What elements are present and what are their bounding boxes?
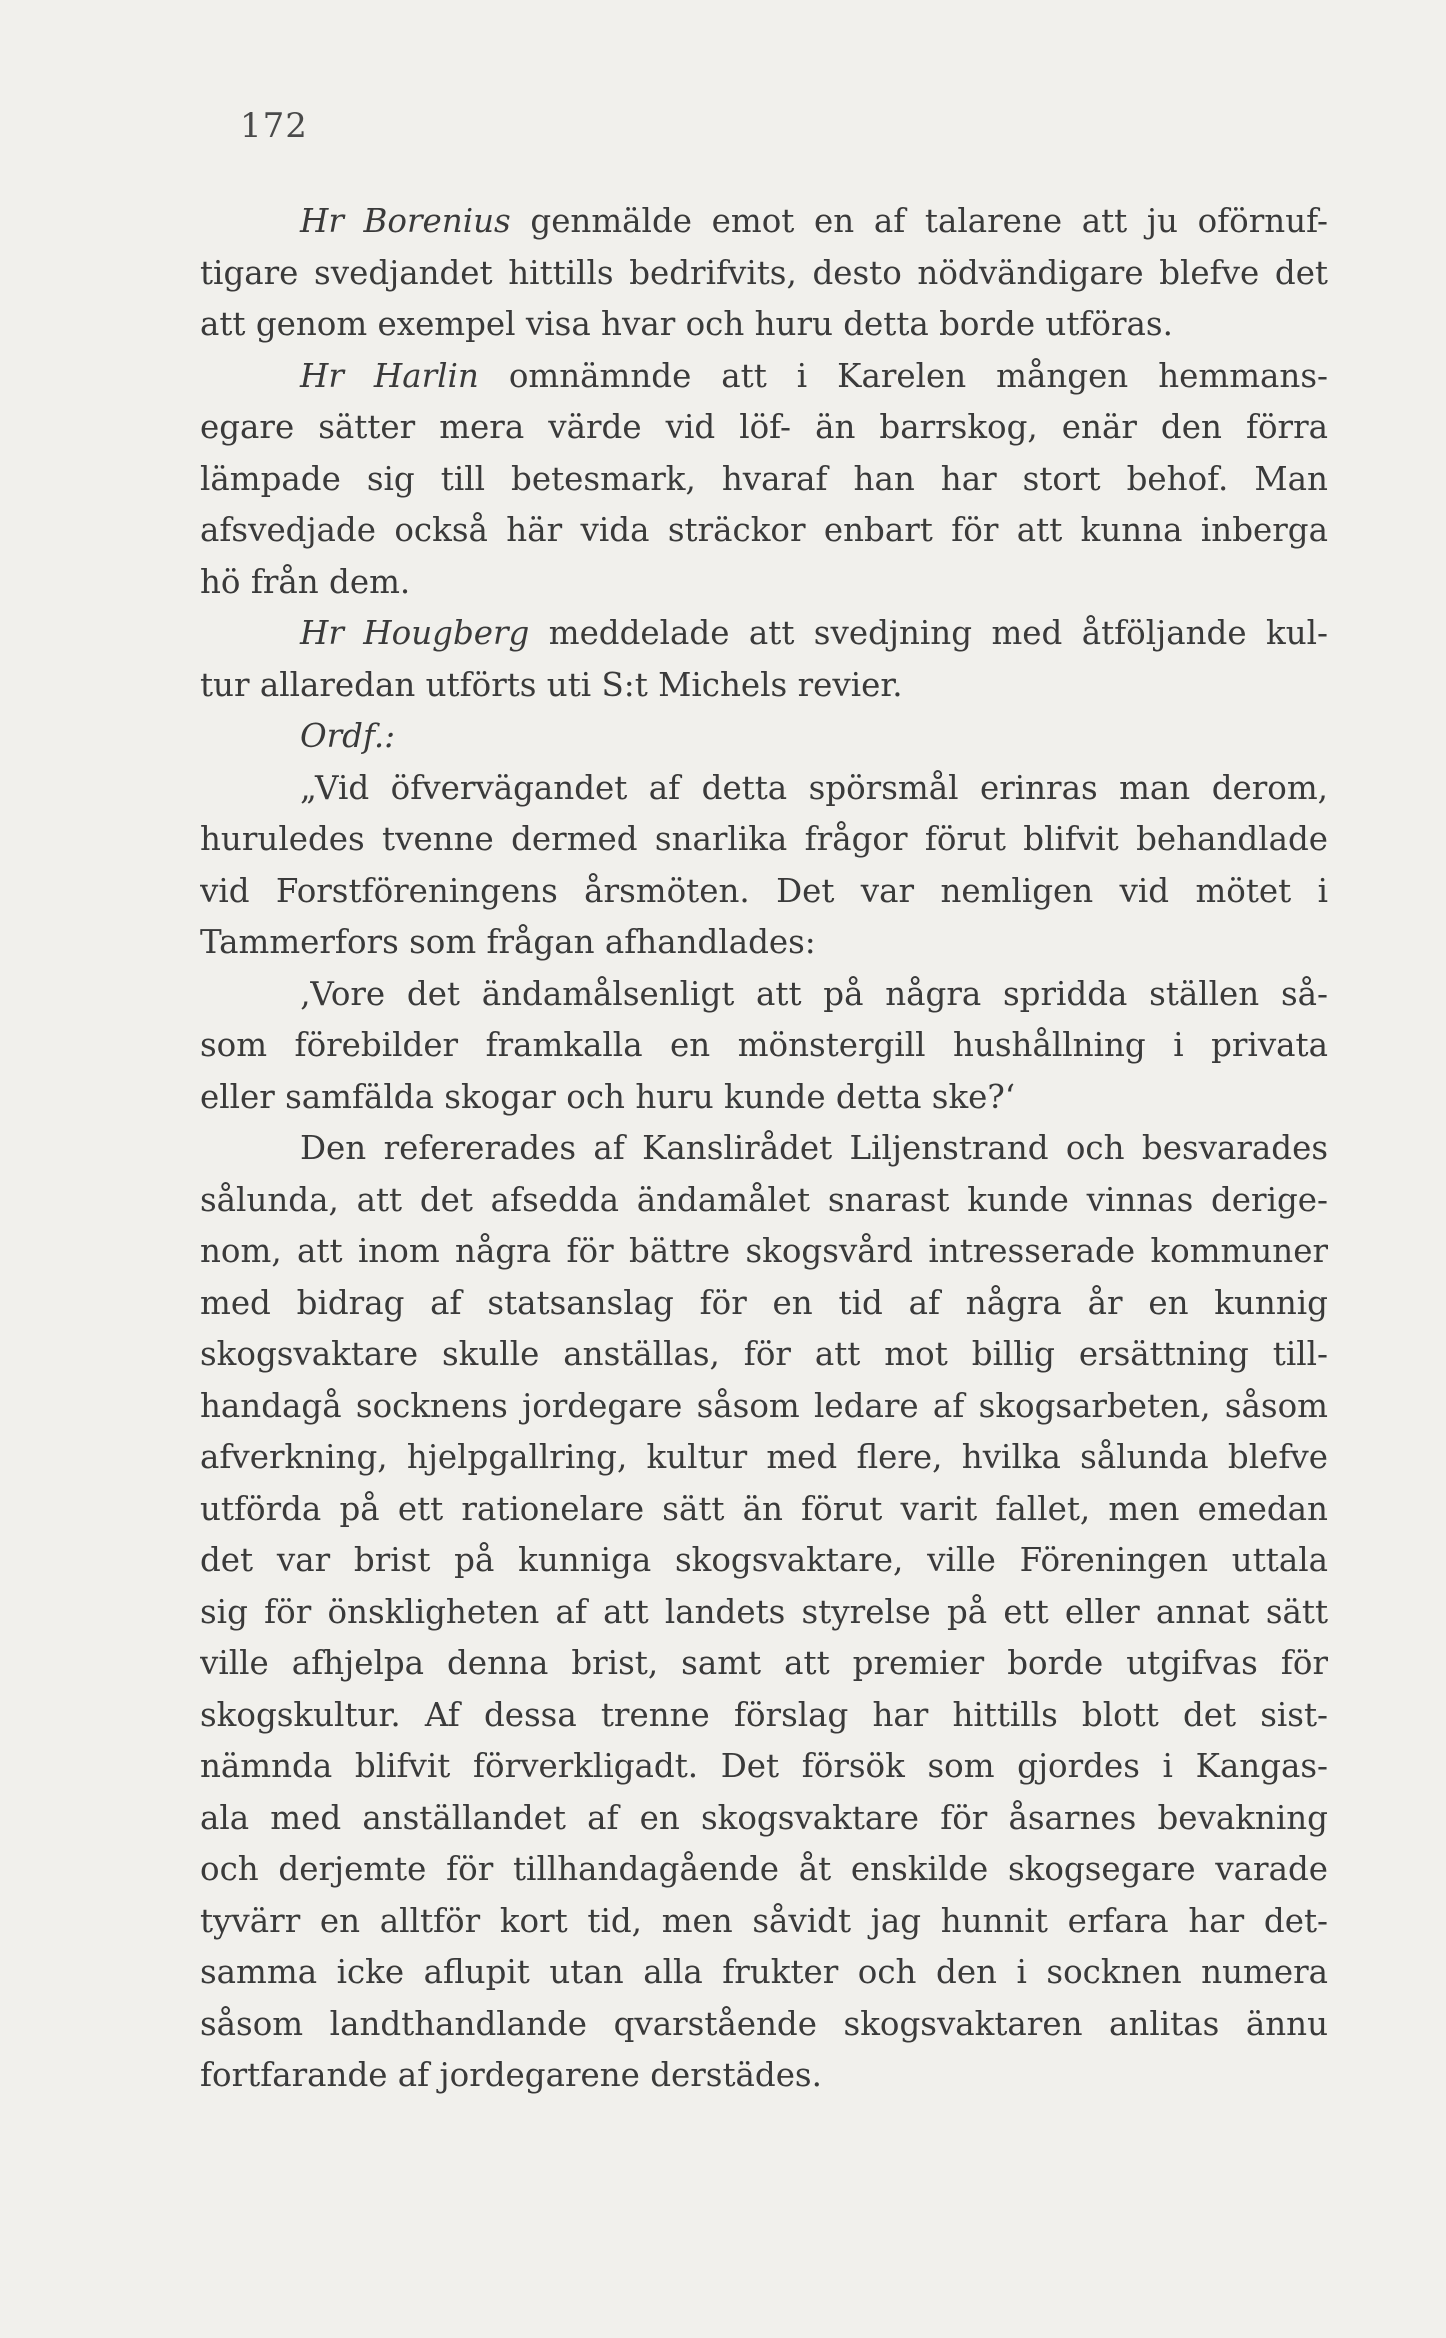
text-line [200, 1690, 1328, 1742]
text-line [200, 1432, 1328, 1484]
line-text: Tammerfors som frågan afhandlades: [200, 923, 816, 961]
paragraph [200, 1123, 1328, 2102]
line-text: ville afhjelpa denna brist, samt att premier borde utgifvas för [200, 1644, 1328, 1682]
paragraph [200, 608, 1328, 711]
line-text: „Vid öfvervägandet af detta spörsmål erinras man derom, [300, 768, 1328, 807]
text-line [200, 1072, 1328, 1124]
text-line [200, 196, 1328, 248]
line-text: vid Forstföreningens årsmöten. Det var nemligen vid mötet i [200, 871, 1328, 910]
speaker-name: Ordf.: [300, 717, 396, 755]
text-line [200, 1535, 1328, 1587]
line-text: hö från dem. [200, 562, 411, 601]
text-line [200, 1947, 1328, 1999]
line-text: nämnda blifvit förverkligadt. Det försök som gjordes i Kangas- [200, 1747, 1328, 1785]
text-line [200, 660, 1328, 712]
speaker-name: Hr Hougberg [300, 614, 530, 652]
line-text: skogskultur. Af dessa trenne förslag har hittills blott det sist- [200, 1695, 1328, 1734]
text-line [200, 1329, 1328, 1381]
paragraph [200, 969, 1328, 1124]
text-line [200, 1123, 1328, 1175]
text-line [200, 814, 1328, 866]
line-text: genmälde emot en af talarene att ju oförnuf- [510, 202, 1328, 240]
line-text: tur allaredan utförts uti S:t Michels revier. [200, 665, 903, 704]
page-number: 172 [240, 106, 308, 146]
text-line [200, 1484, 1328, 1536]
line-text: afsvedjade också här vida sträckor enbart för att kunna inberga [200, 511, 1328, 549]
line-text: sålunda, att det afsedda ändamålet snarast kunde vinnas derige- [200, 1180, 1328, 1219]
text-line [200, 969, 1328, 1021]
text-line [200, 1020, 1328, 1072]
text-line [200, 1844, 1328, 1896]
line-text: huruledes tvenne dermed snarlika frågor förut blifvit behandlade [200, 820, 1328, 858]
line-text: tyvärr en alltför kort tid, men såvidt jag hunnit erfara har det- [200, 1901, 1328, 1940]
line-text: ‚Vore det ändamålsenligt att på några spridda ställen så- [300, 974, 1328, 1013]
line-text: handagå socknens jordegare såsom ledare af skogsarbeten, såsom [200, 1386, 1328, 1425]
line-text: sig för önskligheten af att landets styrelse på ett eller annat sätt [200, 1592, 1328, 1631]
text-line [200, 505, 1328, 557]
paragraph [200, 351, 1328, 609]
text-line [200, 1381, 1328, 1433]
line-text: eller samfälda skogar och huru kunde detta ske?‘ [200, 1077, 1016, 1116]
text-line [200, 1999, 1328, 2051]
line-text: tigare svedjandet hittills bedrifvits, desto nödvändigare blefve det [200, 253, 1328, 292]
text-line [200, 557, 1328, 609]
line-text: samma icke aflupit utan alla frukter och den i socknen numera [200, 1953, 1328, 1991]
line-text: meddelade att svedjning med åtföljande kul- [529, 614, 1328, 652]
line-text: ala med anställandet af en skogsvaktare för åsarnes bevakning [200, 1798, 1328, 1837]
paragraph [200, 763, 1328, 969]
line-text: egare sätter mera värde vid löf- än barrskog, enär den förra [200, 408, 1328, 446]
line-text: nom, att inom några för bättre skogsvård intresserade kommuner [200, 1232, 1328, 1270]
speaker-name: Hr Borenius [300, 202, 511, 240]
paragraph [200, 711, 1328, 763]
text-line [200, 1226, 1328, 1278]
text-line [200, 917, 1328, 969]
text-line [200, 402, 1328, 454]
text-line [200, 608, 1328, 660]
line-text: utförda på ett rationelare sätt än förut varit fallet, men emedan [200, 1489, 1328, 1528]
text-line [200, 763, 1328, 815]
line-text: med bidrag af statsanslag för en tid af några år en kunnig [200, 1283, 1328, 1322]
speaker-name: Hr Harlin [300, 356, 479, 395]
text-line [200, 1896, 1328, 1948]
text-line [200, 299, 1328, 351]
text-line [200, 454, 1328, 506]
text-line [200, 1793, 1328, 1845]
line-text: afverkning, hjelpgallring, kultur med flere, hvilka sålunda blefve [200, 1438, 1328, 1476]
line-text: det var brist på kunniga skogsvaktare, ville Föreningen uttala [200, 1541, 1328, 1579]
text-line [200, 351, 1328, 403]
text-line [200, 1638, 1328, 1690]
line-text: lämpade sig till betesmark, hvaraf han har stort behof. Man [200, 459, 1328, 498]
text-line [200, 2050, 1328, 2102]
line-text: Den refererades af Kanslirådet Liljenstrand och besvarades [300, 1129, 1328, 1167]
line-text: skogsvaktare skulle anställas, för att mot billig ersättning till- [200, 1335, 1328, 1373]
text-line [200, 1175, 1328, 1227]
line-text: fortfarande af jordegarene derstädes. [200, 2056, 822, 2094]
line-text: och derjemte för tillhandagående åt enskilde skogsegare varade [200, 1850, 1328, 1888]
paragraph [200, 196, 1328, 351]
line-text: att genom exempel visa hvar och huru detta borde utföras. [200, 305, 1173, 343]
line-text: omnämnde att i Karelen mången hemmans- [478, 356, 1328, 395]
line-text: som förebilder framkalla en mönstergill hushållning i privata [200, 1026, 1328, 1064]
text-line [200, 248, 1328, 300]
line-text: såsom landthandlande qvarstående skogsvaktaren anlitas ännu [200, 2004, 1328, 2043]
text-line [200, 1587, 1328, 1639]
text-line [200, 711, 1328, 763]
body-text [200, 196, 1328, 2102]
text-line [200, 1741, 1328, 1793]
text-line [200, 1278, 1328, 1330]
text-line [200, 866, 1328, 918]
